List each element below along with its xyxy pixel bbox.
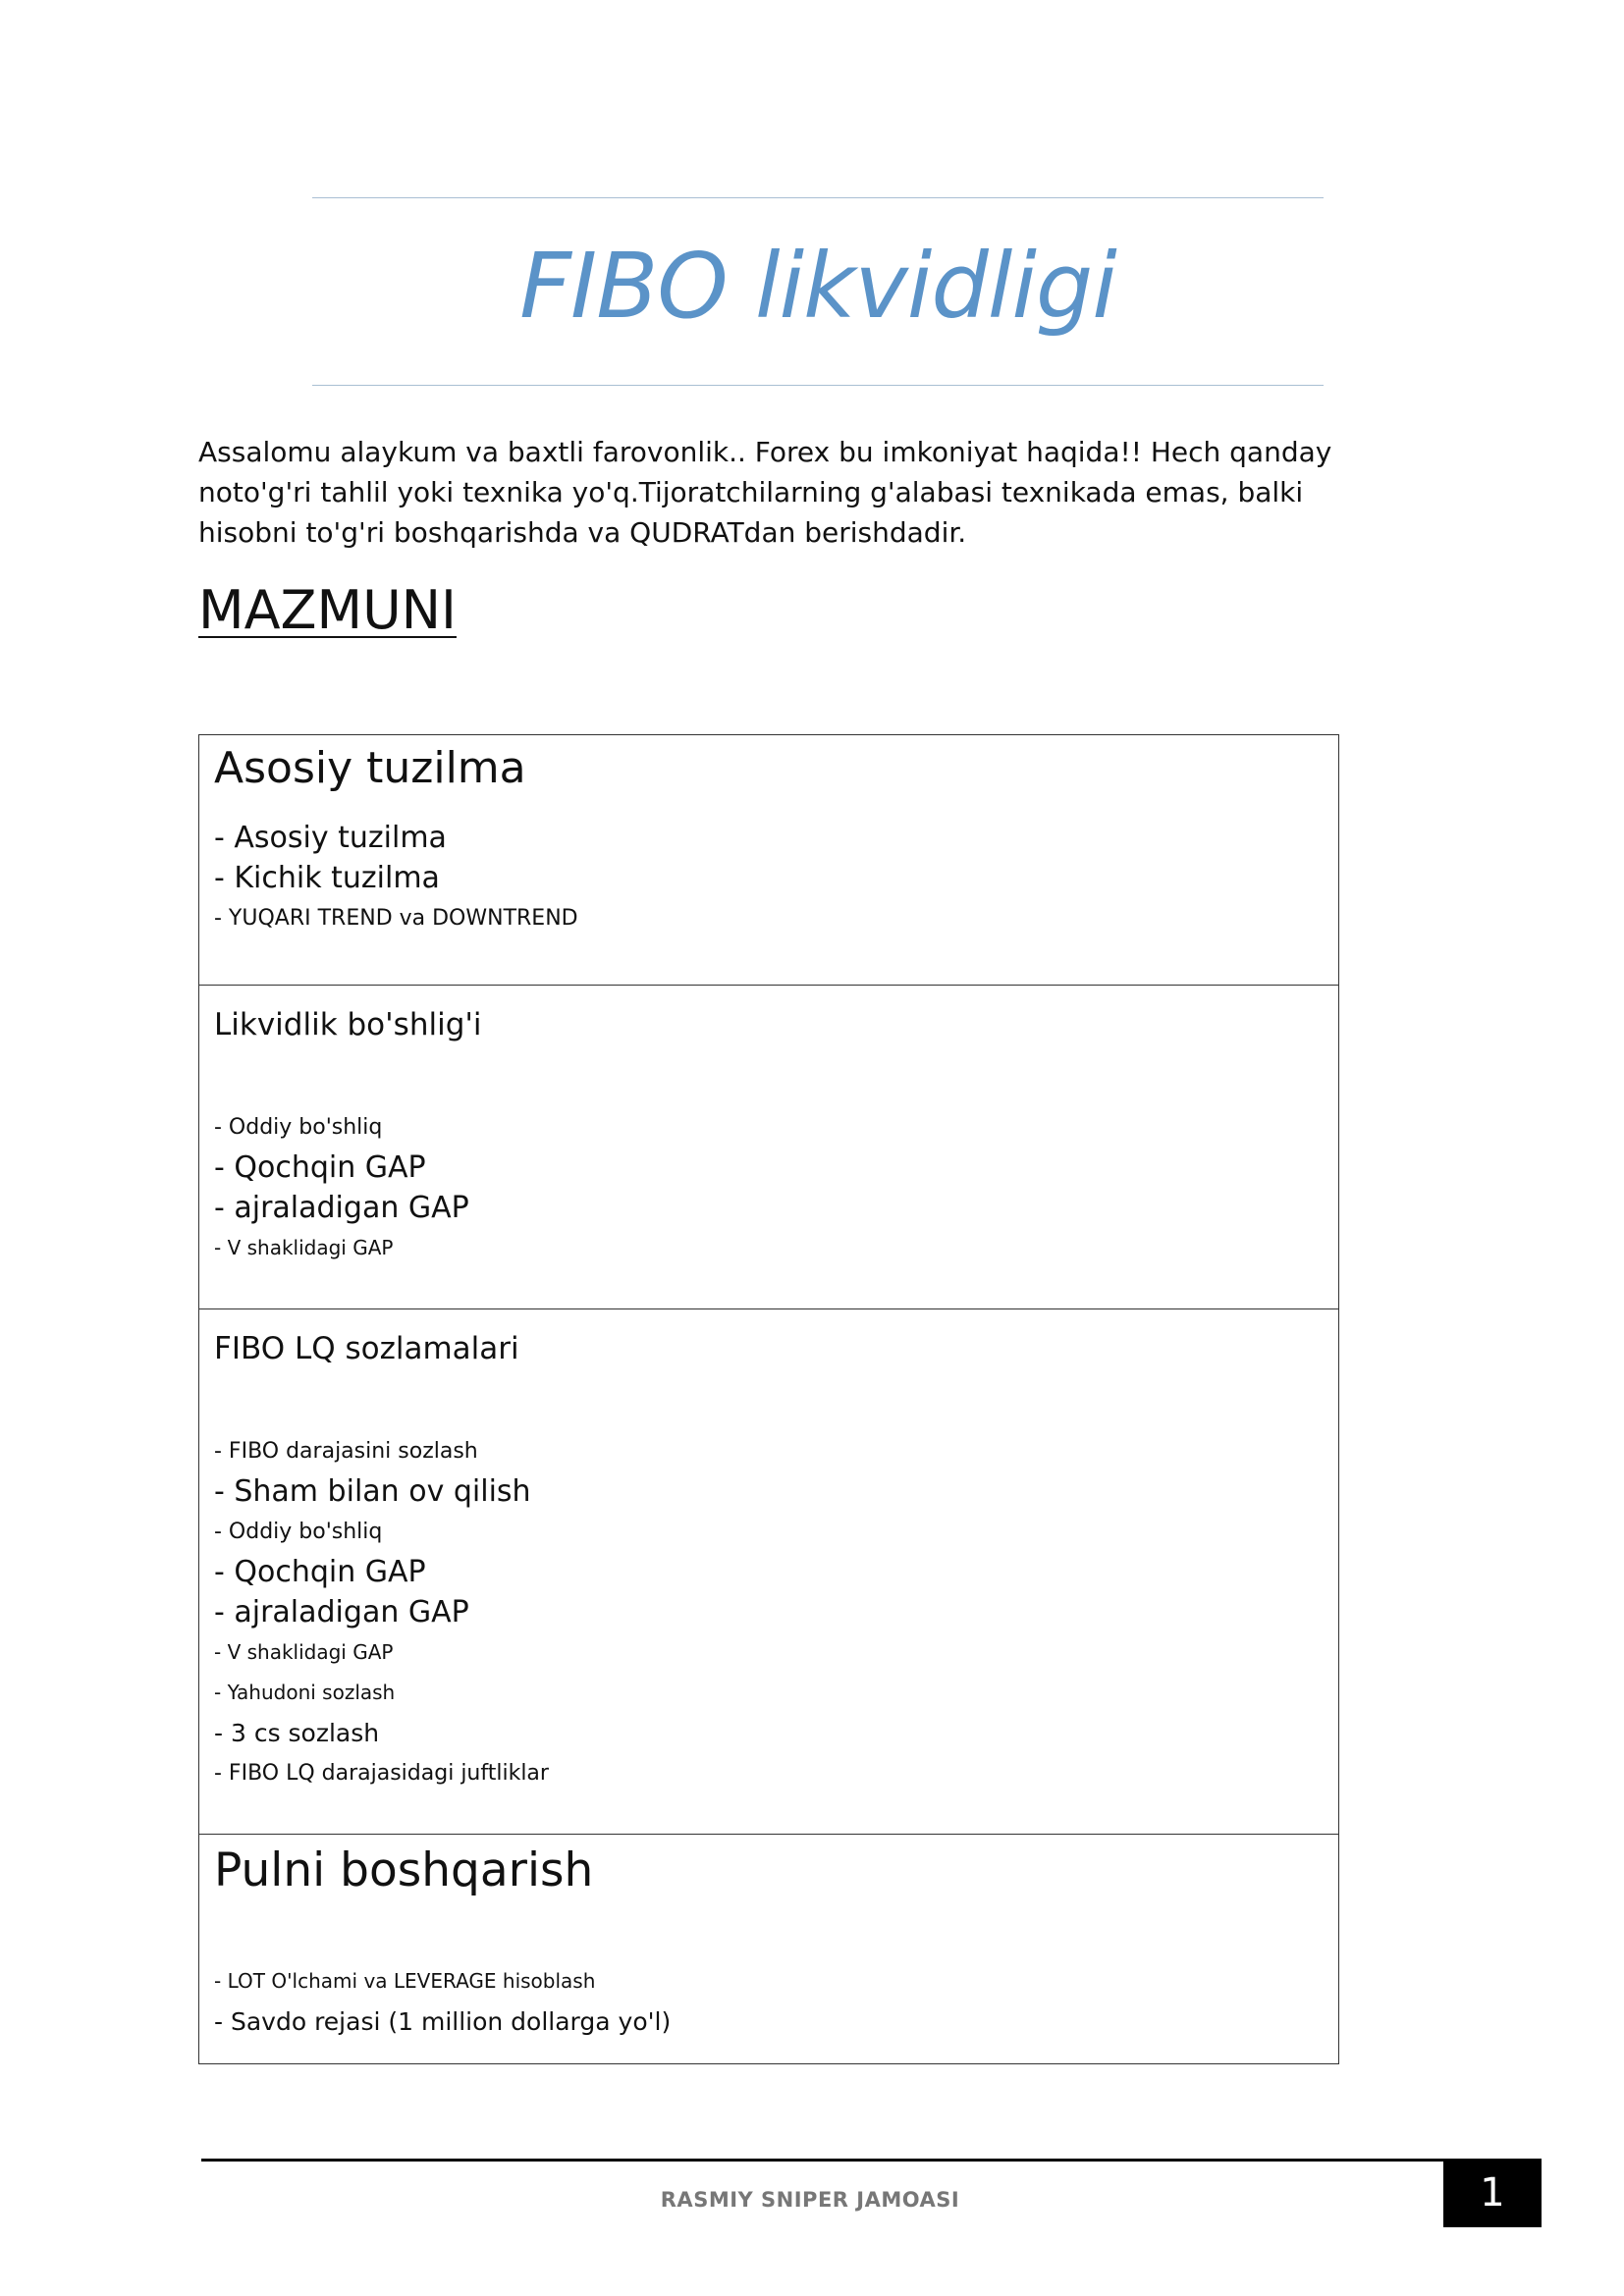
toc-item-list — [214, 1107, 1338, 1268]
toc-item: - FIBO LQ darajasidagi juftliklar — [214, 1761, 549, 1786]
toc-item-list — [214, 818, 1338, 938]
toc-item: - LOT O'lchami va LEVERAGE hisoblash — [214, 1969, 596, 1993]
toc-item: - Oddiy bo'shliq — [214, 1115, 383, 1140]
toc-item: - Kichik tuzilma — [214, 861, 440, 895]
toc-item: - Oddiy bo'shliq — [214, 1520, 383, 1544]
toc-item: - Qochqin GAP — [214, 1150, 426, 1185]
toc-item: - Asosiy tuzilma — [214, 821, 447, 855]
toc-section-title: Asosiy tuzilma — [214, 743, 526, 793]
toc-section-pulni-boshqarish — [199, 1835, 1338, 2063]
toc-item: - FIBO darajasini sozlash — [214, 1439, 478, 1464]
toc-item: - ajraladigan GAP — [214, 1191, 469, 1225]
toc-item: - YUQARI TREND va DOWNTREND — [214, 906, 578, 931]
toc-item: - Qochqin GAP — [214, 1555, 426, 1589]
toc-section-title: Likvidlik bo'shlig'i — [214, 1007, 482, 1042]
toc-item: - V shaklidagi GAP — [214, 1236, 394, 1259]
toc-heading: MAZMUNI — [198, 579, 457, 641]
toc-section-title: FIBO LQ sozlamalari — [214, 1331, 519, 1366]
footer-rule — [201, 2159, 1443, 2162]
toc-item: - ajraladigan GAP — [214, 1595, 469, 1629]
toc-section-likvidlik-boshligi — [199, 986, 1338, 1309]
toc-section-fibo-lq-sozlamalari — [199, 1309, 1338, 1835]
toc-item: - Yahudoni sozlash — [214, 1681, 396, 1704]
toc-section-asosiy-tuzilma — [199, 735, 1338, 986]
title-top-rule — [312, 197, 1324, 198]
toc-section-title: Pulni boshqarish — [214, 1843, 594, 1897]
toc-table — [198, 734, 1339, 2064]
toc-item: - 3 cs sozlash — [214, 1719, 380, 1747]
toc-item-list — [214, 1431, 1338, 1793]
toc-item: - V shaklidagi GAP — [214, 1640, 394, 1664]
toc-item: - Sham bilan ov qilish — [214, 1474, 531, 1509]
title-bottom-rule — [312, 385, 1324, 386]
document-title: FIBO likvidligi — [519, 234, 1116, 339]
intro-paragraph: Assalomu alaykum va baxtli farovonlik.. Forex bu imkoniyat haqida!! Hech qanday noto'g'ri tahlil yoki texnika yo'q.Tijoratchilarning g'alabasi texnikada emas, balki hisobni to'g'ri boshqarishda va QUDRATdan berishdadir. — [198, 436, 1332, 549]
footer-text: RASMIY SNIPER JAMOASI — [660, 2188, 960, 2212]
toc-item-list — [214, 1961, 1338, 2042]
toc-item: - Savdo rejasi (1 million dollarga yo'l) — [214, 2007, 672, 2036]
page-number-badge: 1 — [1443, 2159, 1542, 2227]
